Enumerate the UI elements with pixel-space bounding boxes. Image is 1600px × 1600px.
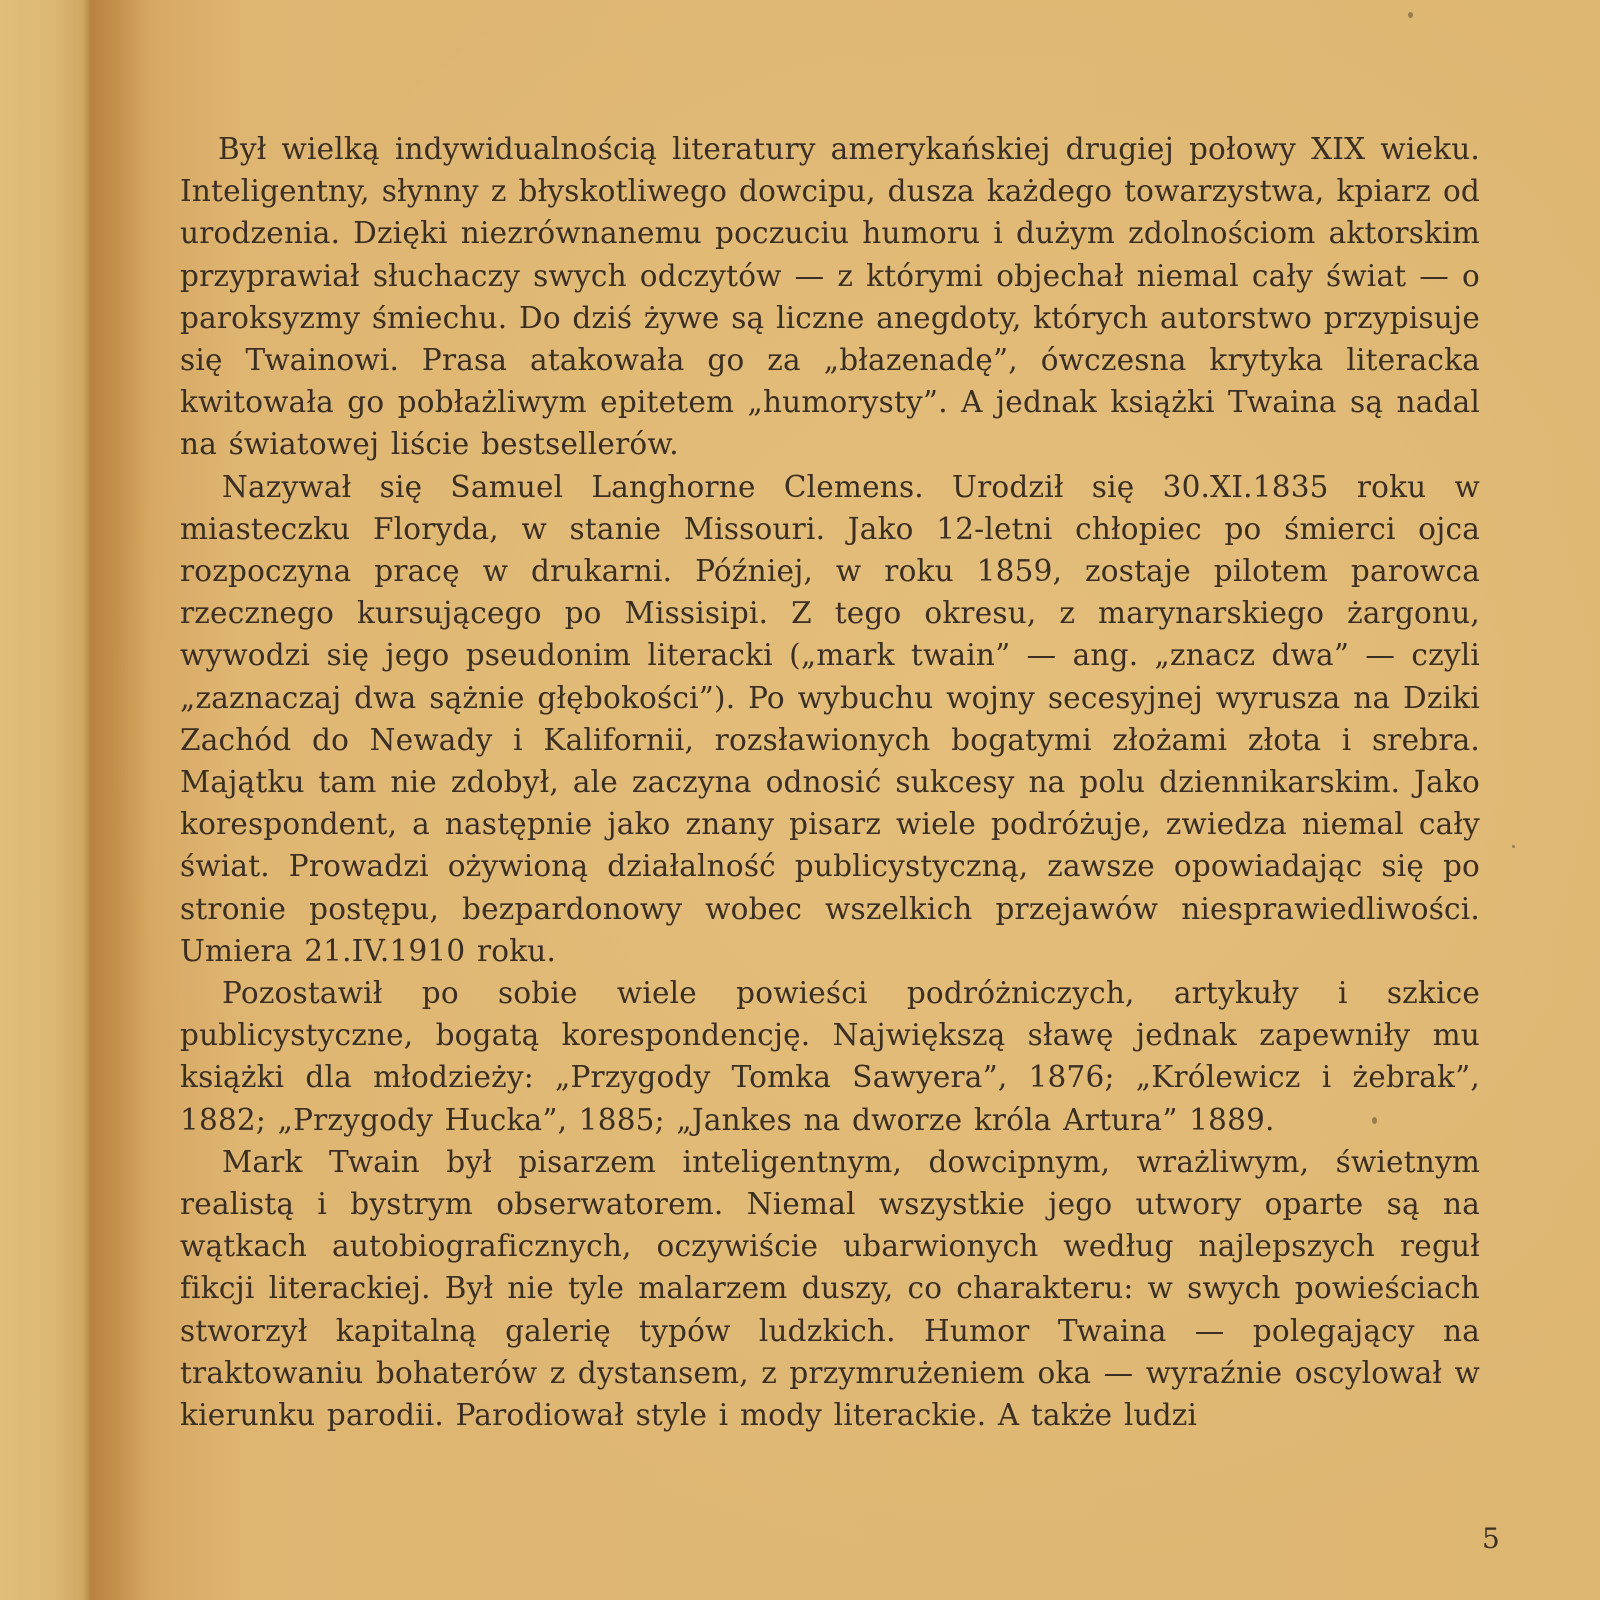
gutter-shadow (90, 0, 150, 1600)
paper-speck (1512, 845, 1515, 848)
page-number: 5 (1482, 1522, 1500, 1555)
paragraph-works: Pozostawił po sobie wiele powieści podróżniczych, artykuły i szkice publicystyczne, bogatą korespondencję. Największą sławę jednak zapewniły mu książki dla młodzieży: „Przygody Tomka Sawyera”, 1876; „Królewicz i żebrak”, 1882; „Przygody Hucka”, 1885; „Jankes na dworze króla Artura” 1889. (180, 976, 1480, 1137)
book-page (90, 0, 1600, 1600)
paper-speck (1408, 12, 1413, 18)
paragraph-biography: Nazywał się Samuel Langhorne Clemens. Urodził się 30.XI.1835 roku w miasteczku Floryda, w stanie Missouri. Jako 12-letni chłopiec po śmierci ojca rozpoczyna pracę w drukarni. Później, w roku 1859, zostaje pilotem parowca rzecznego kursującego po Missisipi. Z tego okresu, z marynarskiego żargonu, wywodzi się jego pseudonim literacki („mark twain” — ang. „znacz dwa” — czyli „zaznaczaj dwa sążnie głębokości”). Po wybuchu wojny secesyjnej wyrusza na Dziki Zachód do Newady i Kalifornii, rozsławionych bogatymi złożami złota i srebra. Majątku tam nie zdobył, ale zaczyna odnosić sukcesy na polu dziennikarskim. Jako korespondent, a następnie jako znany pisarz wiele podróżuje, zwiedza niemal cały świat. Prowadzi ożywioną działalność publicystyczną, zawsze opowiadając się po stronie postępu, bezpardonowy wobec wszelkich przejawów niesprawiedliwości. Umiera 21.IV.1910 roku. (180, 469, 1480, 968)
paragraph-intro: Był wielką indywidualnością literatury amerykańskiej drugiej połowy XIX wieku. Inteligentny, słynny z błyskotliwego dowcipu, dusza każdego towarzystwa, kpiarz od urodzenia. Dzięki niezrównanemu poczuciu humoru i dużym zdolnościom aktorskim przyprawiał słuchaczy swych odczytów — z którymi objechał niemal cały świat — o paroksyzmy śmiechu. Do dziś żywe są liczne anegdoty, których autorstwo przypisuje się Twainowi. Prasa atakowała go za „błazenadę”, ówczesna krytyka literacka kwitowała go pobłażliwym epitetem „humorysty”. A jednak książki Twaina są nadal na światowej liście bestsellerów. (180, 132, 1480, 462)
paragraph-style: Mark Twain był pisarzem inteligentnym, dowcipnym, wrażliwym, świetnym realistą i bystrym obserwatorem. Niemal wszystkie jego utwory oparte są na wątkach autobiograficznych, oczywiście ubarwionych według najlepszych reguł fikcji literackiej. Był nie tyle malarzem duszy, co charakteru: w swych powieściach stworzył kapitalną galerię typów ludzkich. Humor Twaina — polegający na traktowaniu bohaterów z dystansem, z przymrużeniem oka — wyraźnie oscylował w kierunku parodii. Parodiował style i mody literackie. A także ludzi (180, 1144, 1480, 1433)
previous-page-edge (0, 0, 90, 1600)
paper-speck (1372, 1117, 1377, 1124)
body-text (180, 128, 1480, 1436)
